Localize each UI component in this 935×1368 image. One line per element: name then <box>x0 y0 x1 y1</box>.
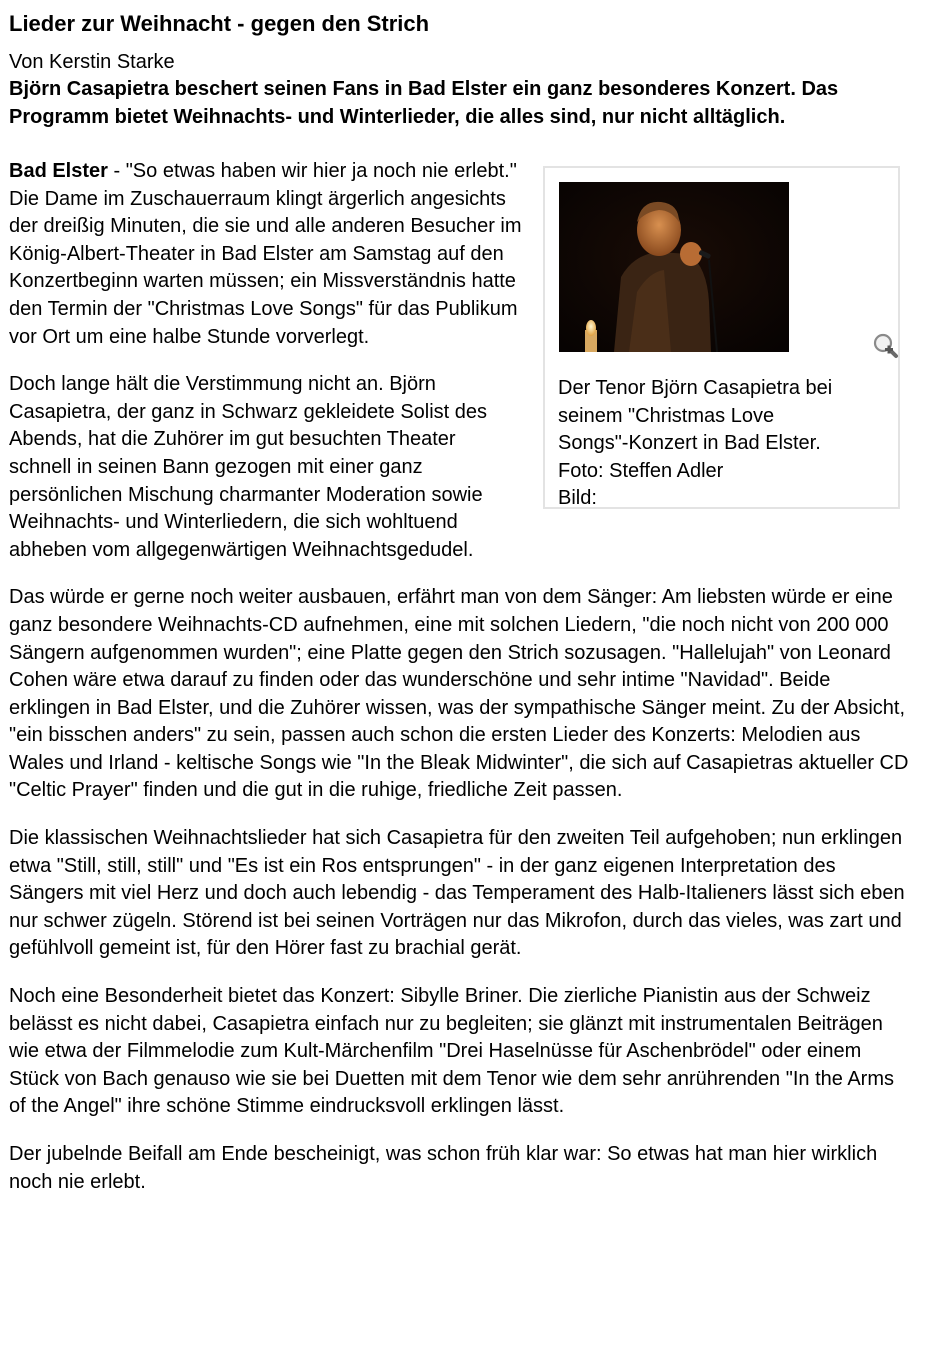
article-body <box>9 158 914 1196</box>
article-paragraph: Doch lange hält die Verstimmung nicht an. Björn Casapietra, der ganz in Schwarz gekleidete Solist des Abends, hat die Zuhörer im gut besuchten Theater schnell in seinen Bann gezogen mit einer ganz persönlichen Mischung charmanter Moderation sowie Weihnachts- und Winterliedern, die sich wohltuend abheben vom allgegenwärtigen Weihnachtsgedudel. <box>9 373 488 561</box>
article-paragraph: Die klassischen Weihnachtslieder hat sich Casapietra für den zweiten Teil aufgehoben; nun erklingen etwa "Still, still, still" und "Es ist ein Ros entsprungen" - in der ganz eigenen Interpretation des Sängers mit viel Herz und doch auch lebendig - das Temperament des Halb-Italieners lässt sich eben nur schwer zügeln. Störend ist bei seinen Vorträgen nur das Mikrofon, durch das vieles, was zart und gefühlvoll gemeint ist, für den Hörer fast zu brachial gerät. <box>9 827 905 960</box>
article-paragraph: Noch eine Besonderheit bietet das Konzert: Sibylle Briner. Die zierliche Pianistin aus der Schweiz belässt es nicht dabei, Casapietra einfach nur zu begleiten; sie glänzt mit instrumentalen Beiträgen wie etwa der Filmmelodie zum Kult-Märchenfilm "Drei Haselnüsse für Aschenbrödel" oder einem Stück von Bach genauso wie sie bei Duetten mit dem Tenor wie dem sehr anrührenden "In the Arms of the Angel" ihre schöne Stimme eindrucksvoll erklingen lässt. <box>9 985 894 1118</box>
caption-photo-credit: Foto: Steffen Adler <box>558 459 724 482</box>
article-headline: Lieder zur Weihnacht - gegen den Strich <box>9 11 430 36</box>
caption-line: Songs"-Konzert in Bad Elster. <box>558 432 821 454</box>
article-paragraph: Das würde er gerne noch weiter ausbauen, erfährt man von dem Sänger: Am liebsten würde er eine ganz besondere Weihnachts-CD aufnehmen, eine mit solchen Liedern, "die noch nicht von 200 000 Sängern aufgenommen wurden"; eine Platte gegen den Strich sozusagen. "Hallelujah" von Leonard Cohen wäre etwa darauf zu finden oder das wunderschöne und sehr intime "Navidad". Beide erklingen in Bad Elster, und die Zuhörer wissen, was der sympathische Sänger meint. Zu der Absicht, "ein bisschen anders" zu sein, passen auch schon die ersten Lieder des Konzerts: Melodien aus Wales und Irland - keltische Songs wie "In the Bleak Midwinter", die sich auf Casapietras aktueller CD "Celtic Prayer" finden und die gut in die ruhige, friedliche Zeit passen. <box>9 586 909 802</box>
paragraph-text: - "So etwas haben wir hier ja noch nie erlebt." Die Dame im Zuschauerraum klingt ärgerlich angesichts der dreißig Minuten, die sie und alle anderen Besucher im König-Albert-Theater in Bad Elster am Samstag auf den Konzertbeginn warten müssen; ein Missverständnis hatte den Termin der "Christmas Love Songs" für das Publikum vor Ort um eine halbe Stunde vorverlegt. <box>9 160 522 348</box>
magnifier-plus-icon[interactable] <box>873 333 899 359</box>
caption-line: Der Tenor Björn Casapietra bei <box>558 377 833 399</box>
article-lead: Björn Casapietra beschert seinen Fans in Bad Elster ein ganz besonderes Konzert. Das Programm bietet Weihnachts- und Winterlieder, die alles sind, nur nicht alltäglich. <box>9 78 839 128</box>
article-photo[interactable] <box>559 182 789 352</box>
article <box>9 0 914 1216</box>
caption-line: seinem "Christmas Love <box>558 404 775 427</box>
dateline: Bad Elster <box>9 160 108 182</box>
image-figure <box>543 166 900 509</box>
article-paragraph: Der jubelnde Beifall am Ende bescheinigt, was schon früh klar war: So etwas hat man hier wirklich noch nie erlebt. <box>9 1143 878 1193</box>
caption-image-label: Bild: <box>558 487 597 509</box>
photo-caption <box>558 375 888 513</box>
article-author: Von Kerstin Starke <box>9 51 175 73</box>
singer-photo-icon <box>559 182 789 352</box>
